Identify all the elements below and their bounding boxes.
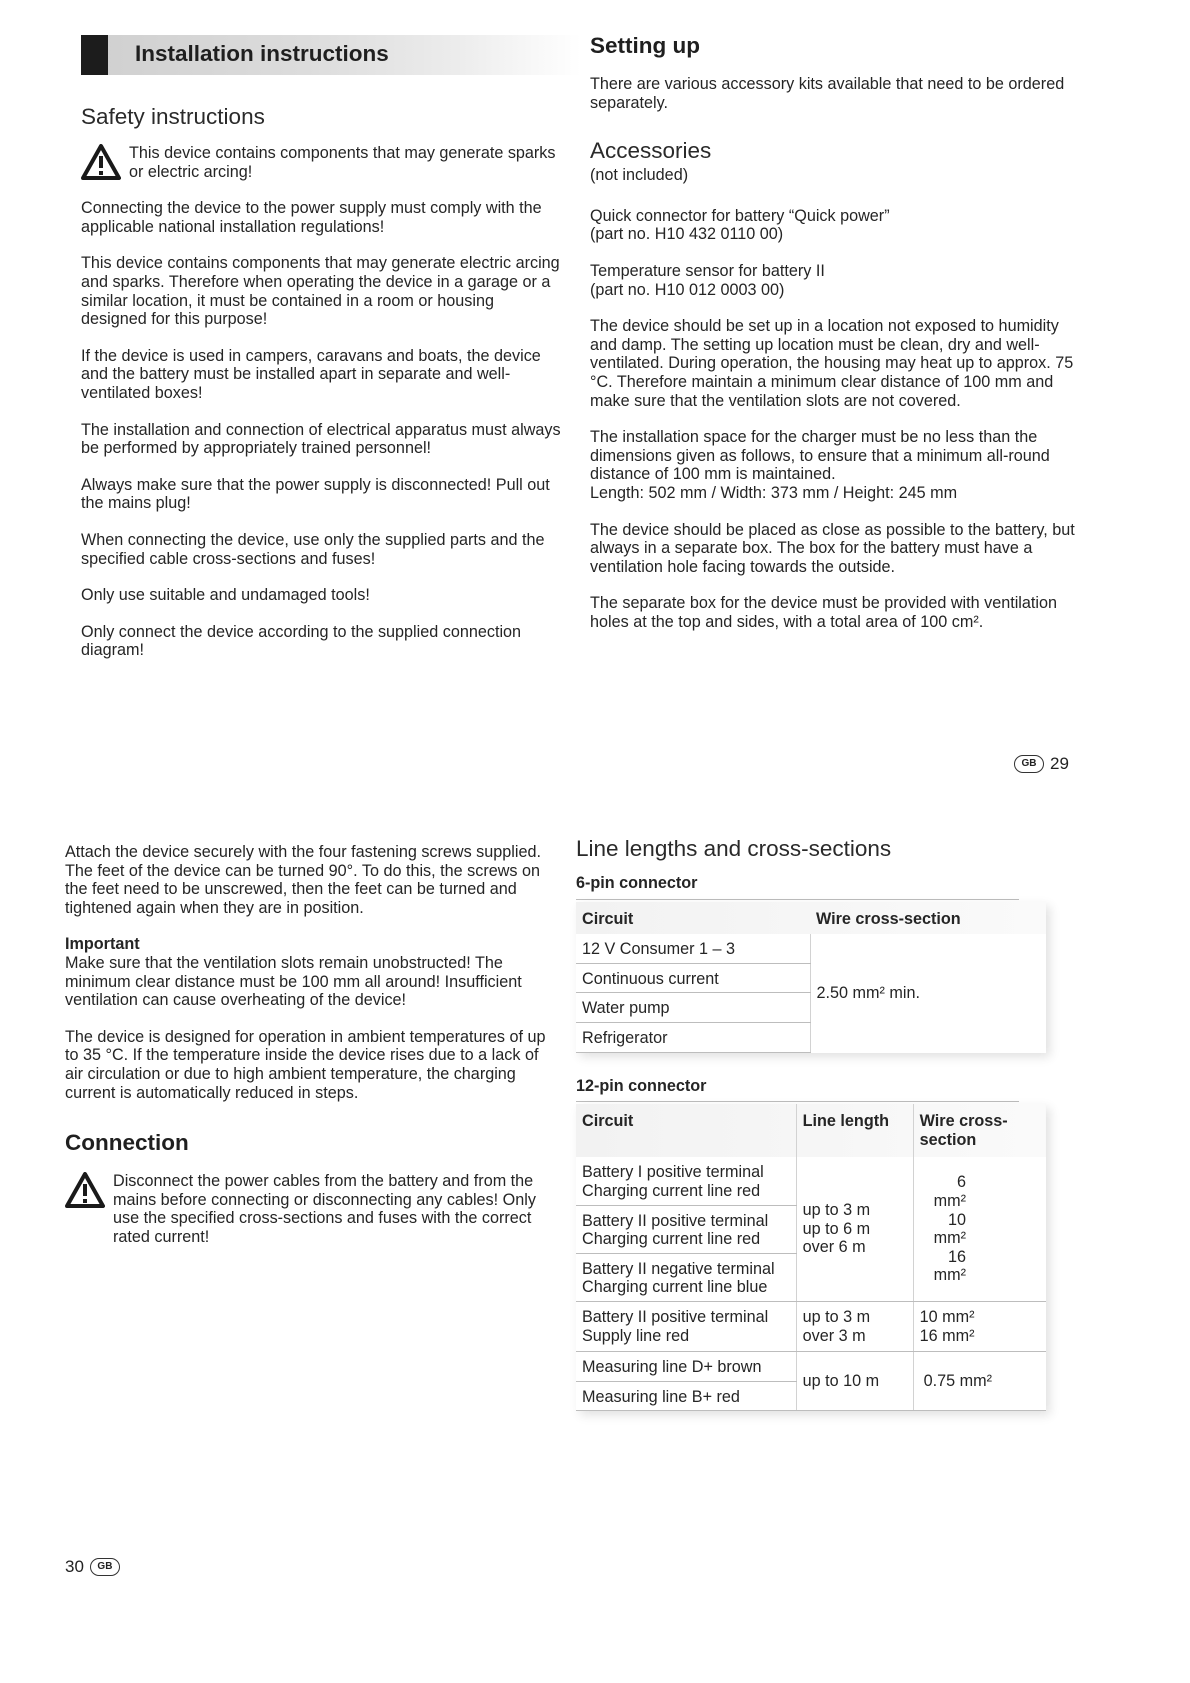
gb-badge-icon: GB <box>1014 755 1044 773</box>
installation-column <box>65 843 547 1247</box>
circuit-cell: Battery II negative terminal Charging current line blue <box>576 1253 796 1301</box>
safety-warning <box>81 144 561 181</box>
warning-icon <box>81 144 121 180</box>
circuit-cell: Refrigerator <box>576 1022 810 1052</box>
setting-up-intro: There are various accessory kits available that need to be ordered separately. <box>590 75 1065 112</box>
six-pin-table <box>576 902 1046 1053</box>
circuit-cell: Measuring line D+ brown <box>576 1352 796 1382</box>
section-title: Installation instructions <box>135 41 389 66</box>
attach-paragraph: Attach the device securely with the four fastening screws supplied. The feet of the device can be turned 90°. To do this, the screws on the feet need to be unscrewed, then the feet can be turned and tightened again when they are in position. <box>65 843 541 917</box>
battery-paragraph: The device should be placed as close as possible to the battery, but always in a separate box. The box for the battery must have a ventilation hole facing towards the outside. <box>590 520 1075 576</box>
column-header: Circuit <box>582 909 634 928</box>
accessories-heading: Accessories <box>590 138 712 164</box>
wire-cell: 10 mm² 16 mm² <box>913 1301 1046 1351</box>
circuit-cell: Battery I positive terminal Charging current line red <box>576 1157 796 1205</box>
column-header: Line length <box>796 1104 913 1157</box>
line-lengths-column <box>576 836 1056 1411</box>
wire-cell: 2.50 mm² min. <box>816 983 920 1002</box>
column-header: Wire cross-section <box>816 909 961 928</box>
wire-cell: 0.75 mm² <box>913 1352 1046 1411</box>
page-number: 30 <box>65 1557 84 1576</box>
circuit-cell: Battery II positive terminal Supply line red <box>576 1301 796 1351</box>
twelve-pin-rule <box>576 1101 1019 1102</box>
safety-paragraph: When connecting the device, use only the supplied parts and the specified cable cross-sections and fuses! <box>81 530 545 568</box>
accessory-name: Temperature sensor for battery II <box>590 261 825 280</box>
accessory-name: Quick connector for battery “Quick power” <box>590 206 890 225</box>
safety-paragraph: Only use suitable and undamaged tools! <box>81 586 370 605</box>
table-row <box>576 1301 1046 1351</box>
circuit-cell: Continuous current <box>576 963 810 993</box>
line-lengths-heading: Line lengths and cross-sections <box>576 836 892 861</box>
connection-warning-text: Disconnect the power cables from the battery and from the mains before connecting or disconnecting any cables! Only use the specified cross-sections and fuses with the correct rated current! <box>113 1172 536 1246</box>
location-paragraph: The device should be set up in a location not exposed to humidity and damp. The setting up location must be clean, dry and well-ventilated. During operation, the housing may heat up to approx. 75 °C. Therefore maintain a minimum clear distance of 100 mm and make sure that the ventilation slots are not covered. <box>590 317 1074 410</box>
setting-up-column <box>590 33 1075 631</box>
important-label: Important <box>65 935 140 954</box>
accessory-part-number: (part no. H10 012 0003 00) <box>590 280 785 299</box>
box-paragraph: The separate box for the device must be provided with ventilation holes at the top and sides, with a total area of 100 cm². <box>590 594 1058 631</box>
column-header: Circuit <box>576 1104 796 1157</box>
circuit-cell: Battery II positive terminal Charging current line red <box>576 1205 796 1253</box>
space-paragraph: The installation space for the charger must be no less than the dimensions given as follows, to ensure that a minimum all-round distance of 100 mm is maintained. <box>590 428 1050 484</box>
safety-paragraph: If the device is used in campers, caravans and boats, the device and the battery must be installed apart in separate and well-ventilated boxes! <box>81 346 541 402</box>
circuit-cell: 12 V Consumer 1 – 3 <box>576 934 810 963</box>
connection-heading: Connection <box>65 1130 189 1156</box>
table-row <box>576 1157 1046 1205</box>
wire-cell: 6 mm² 10 mm² 16 mm² <box>913 1157 1046 1301</box>
safety-paragraph: This device contains components that may generate electric arcing and sparks. Therefore when operating the device in a garage or a similar location, it must be contained in a room or housing designed for this purpose! <box>81 254 560 329</box>
important-paragraph: Make sure that the ventilation slots remain unobstructed! The minimum clear distance must be 100 mm all around! Insufficient ventilation can cause overheating of the device! <box>65 953 522 1010</box>
safety-paragraph: The installation and connection of electrical apparatus must always be performed by appropriately trained personnel! <box>81 420 561 458</box>
ambient-paragraph: The device is designed for operation in ambient temperatures of up to 35 °C. If the temperature inside the device rises due to a lack of air circulation or due to high ambient temperature, the charging current is automatically reduced in steps. <box>65 1027 546 1102</box>
accessory-part-number: (part no. H10 432 0110 00) <box>590 225 784 244</box>
header-marker <box>81 35 108 75</box>
column-header: Wire cross-section <box>919 1112 1008 1149</box>
page-number-29 <box>1014 754 1069 774</box>
safety-heading: Safety instructions <box>81 104 265 129</box>
line-length-cell: up to 3 m over 3 m <box>796 1301 913 1351</box>
connection-warning <box>65 1172 547 1246</box>
circuit-cell: Water pump <box>576 993 810 1023</box>
dimensions-paragraph: Length: 502 mm / Width: 373 mm / Height: 245 mm <box>590 483 958 502</box>
twelve-pin-table <box>576 1104 1046 1411</box>
table-header-row <box>576 1104 1046 1157</box>
safety-paragraph: Only connect the device according to the supplied connection diagram! <box>81 622 522 660</box>
gb-badge-icon: GB <box>90 1558 120 1576</box>
line-length-cell: up to 10 m <box>796 1352 913 1411</box>
section-header-bar <box>81 35 581 75</box>
six-pin-label: 6-pin connector <box>576 874 698 892</box>
page-number: 29 <box>1050 754 1069 773</box>
twelve-pin-label: 12-pin connector <box>576 1076 707 1095</box>
line-length-cell: up to 3 m up to 6 m over 6 m <box>796 1157 913 1301</box>
safety-paragraph: Always make sure that the power supply is disconnected! Pull out the mains plug! <box>81 475 550 513</box>
table-row <box>576 1352 1046 1382</box>
page-number-30 <box>65 1557 120 1577</box>
safety-paragraph: Connecting the device to the power supply must comply with the applicable national installation regulations! <box>81 199 542 236</box>
table-row <box>576 934 1046 963</box>
six-pin-rule <box>576 899 1019 900</box>
safety-warning-text: This device contains components that may generate sparks or electric arcing! <box>129 144 556 181</box>
safety-column <box>81 104 561 660</box>
accessories-note: (not included) <box>590 166 689 185</box>
warning-icon <box>65 1172 105 1208</box>
circuit-cell: Measuring line B+ red <box>576 1381 796 1411</box>
setting-up-heading: Setting up <box>590 33 700 58</box>
table-header-row <box>576 902 1046 935</box>
